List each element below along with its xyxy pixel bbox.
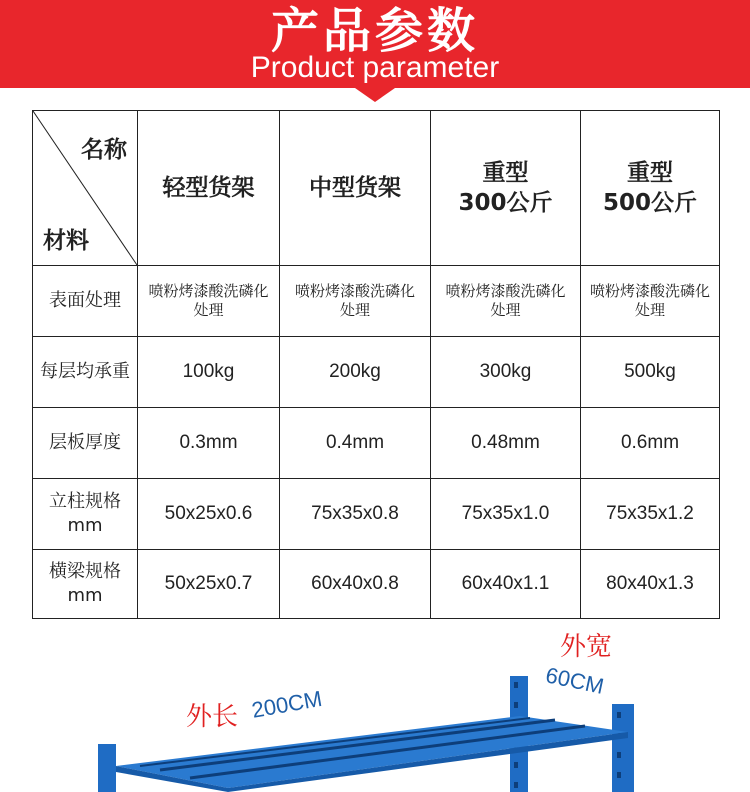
corner-label-material: 材料 [43, 228, 89, 254]
row-label-text: 横梁规格 [49, 561, 121, 582]
header-line1: 重型 [482, 160, 529, 186]
row-label-thickness [33, 408, 138, 479]
table-cell: 0.3mm [138, 408, 280, 479]
row-label-surface [33, 266, 138, 337]
table-cell: 60x40x0.8 [280, 550, 431, 618]
corner-cell [33, 111, 138, 266]
table-cell: 100kg [138, 337, 280, 408]
table-cell: 75x35x1.2 [581, 479, 719, 550]
width-label: 外宽 [560, 632, 613, 662]
header-line1: 重型 [626, 160, 673, 186]
row-label-text: 表面处理 [49, 290, 121, 311]
parameter-table [32, 110, 720, 619]
page-title-en: Product parameter [250, 51, 500, 84]
cell-line1: 喷粉烤漆酸洗磷化 [445, 282, 566, 300]
header-banner [0, 0, 750, 88]
header-line1: 轻型货架 [162, 175, 255, 201]
shelf-drawing [0, 620, 750, 792]
table-cell: 60x40x1.1 [431, 550, 581, 618]
page-title-cn: 产品参数 [270, 3, 479, 59]
table-cell [431, 266, 581, 337]
width-value: 60CM [543, 662, 607, 699]
row-label-unit: mm [67, 515, 103, 536]
header-line2: 300公斤 [458, 190, 553, 216]
row-label-text: 层板厚度 [49, 432, 121, 453]
table-cell [280, 266, 431, 337]
table-cell [581, 266, 719, 337]
header-light-shelf [138, 111, 280, 266]
table-cell: 0.6mm [581, 408, 719, 479]
table-cell: 80x40x1.3 [606, 573, 694, 594]
length-label: 外长 [186, 702, 239, 732]
row-label-unit: mm [67, 585, 103, 606]
row-label-column-spec [33, 479, 138, 550]
cell-line2: 处理 [634, 301, 665, 319]
table-cell: 75x35x0.8 [280, 479, 431, 550]
corner-label-name: 名称 [81, 137, 127, 163]
cell-line1: 喷粉烤漆酸洗磷化 [589, 282, 710, 300]
row-label-text: 每层均承重 [40, 361, 130, 382]
row-label-text: 立柱规格 [49, 491, 121, 512]
table-cell [138, 266, 280, 337]
cell-line2: 处理 [339, 301, 370, 319]
shelf-illustration [0, 620, 750, 792]
header-line1: 中型货架 [309, 175, 401, 201]
cell-line1: 喷粉烤漆酸洗磷化 [148, 282, 269, 300]
header-heavy-500 [581, 111, 719, 266]
row-label-load [33, 337, 138, 408]
banner-notch [355, 88, 395, 102]
table-cell: 200kg [280, 337, 431, 408]
header-heavy-300 [431, 111, 581, 266]
row-label-beam-spec [33, 550, 138, 618]
table-cell: 75x35x1.0 [431, 479, 581, 550]
table-cell: 300kg [431, 337, 581, 408]
table-cell: 0.4mm [280, 408, 431, 479]
table-cell: 0.48mm [431, 408, 581, 479]
table-cell: 50x25x0.7 [138, 550, 280, 618]
header-medium-shelf [280, 111, 431, 266]
length-value: 200CM [249, 685, 324, 723]
header-line2: 500公斤 [602, 190, 697, 216]
table-cell: 500kg [581, 337, 719, 408]
table-cell: 50x25x0.6 [138, 479, 280, 550]
cell-line2: 处理 [490, 301, 521, 319]
cell-line2: 处理 [193, 301, 224, 319]
cell-line1: 喷粉烤漆酸洗磷化 [294, 282, 415, 300]
